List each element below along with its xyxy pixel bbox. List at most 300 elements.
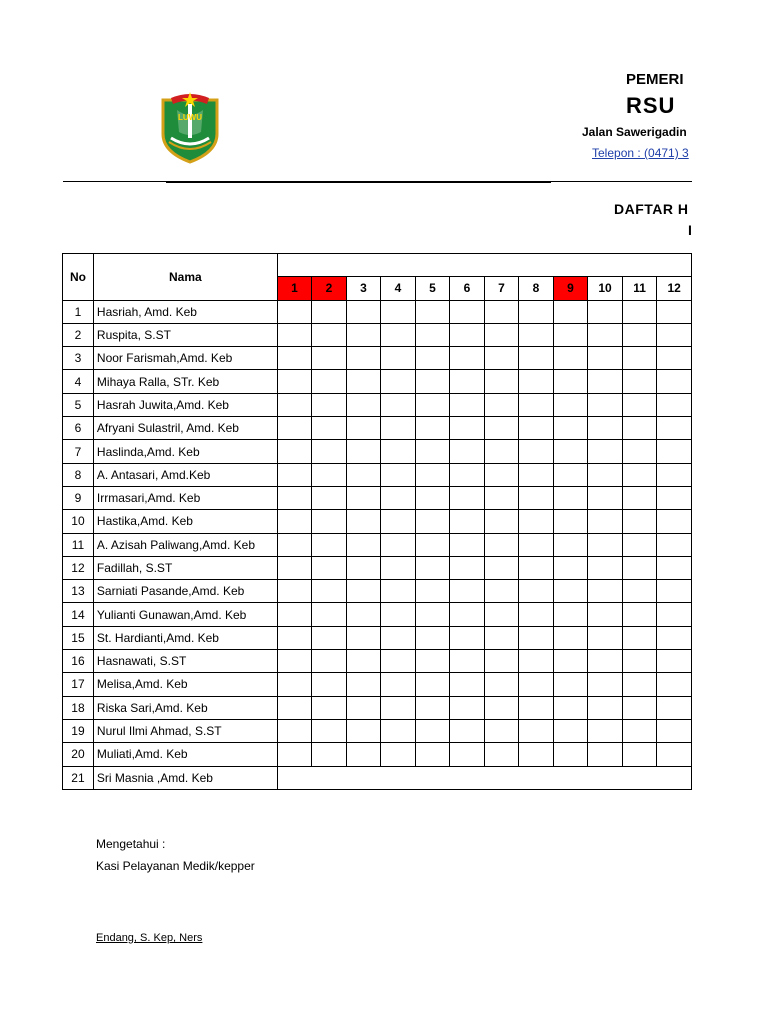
- attendance-cell[interactable]: [312, 440, 347, 463]
- attendance-cell[interactable]: [519, 556, 554, 579]
- attendance-cell[interactable]: [346, 486, 381, 509]
- attendance-cell[interactable]: [588, 440, 623, 463]
- attendance-cell[interactable]: [312, 510, 347, 533]
- table-row: [63, 300, 692, 323]
- attendance-cell[interactable]: [657, 370, 692, 393]
- row-number: 11: [63, 533, 94, 556]
- attendance-cell[interactable]: [519, 743, 554, 766]
- attendance-cell[interactable]: [553, 300, 588, 323]
- attendance-cell[interactable]: [657, 510, 692, 533]
- attendance-cell[interactable]: [588, 486, 623, 509]
- attendance-cell[interactable]: [277, 626, 312, 649]
- attendance-cell[interactable]: [415, 696, 450, 719]
- attendance-cell[interactable]: [553, 603, 588, 626]
- attendance-cell[interactable]: [381, 603, 416, 626]
- attendance-cell[interactable]: [657, 486, 692, 509]
- row-number: 15: [63, 626, 94, 649]
- attendance-cell[interactable]: [553, 673, 588, 696]
- attendance-cell[interactable]: [381, 626, 416, 649]
- attendance-cell[interactable]: [346, 463, 381, 486]
- row-name: Irrmasari,Amd. Keb: [93, 486, 277, 509]
- attendance-cell[interactable]: [450, 463, 485, 486]
- attendance-cell[interactable]: [588, 626, 623, 649]
- attendance-cell[interactable]: [657, 347, 692, 370]
- attendance-cell[interactable]: [657, 626, 692, 649]
- attendance-cell[interactable]: [484, 743, 519, 766]
- row-name: Fadillah, S.ST: [93, 556, 277, 579]
- attendance-cell[interactable]: [484, 370, 519, 393]
- attendance-cell[interactable]: [415, 347, 450, 370]
- attendance-cell[interactable]: [277, 486, 312, 509]
- day-header-8: 8: [519, 277, 554, 300]
- attendance-cell[interactable]: [415, 626, 450, 649]
- attendance-cell[interactable]: [553, 347, 588, 370]
- attendance-cell[interactable]: [657, 300, 692, 323]
- attendance-cell[interactable]: [553, 696, 588, 719]
- attendance-cell[interactable]: [277, 603, 312, 626]
- day-header-12: 12: [657, 277, 692, 300]
- attendance-cell[interactable]: [277, 347, 312, 370]
- attendance-cell[interactable]: [312, 300, 347, 323]
- row-name: Nurul Ilmi Ahmad, S.ST: [93, 719, 277, 742]
- column-header-no: No: [63, 254, 94, 301]
- attendance-cell[interactable]: [484, 510, 519, 533]
- attendance-cell[interactable]: [381, 323, 416, 346]
- attendance-cell[interactable]: [312, 650, 347, 673]
- attendance-cell[interactable]: [415, 486, 450, 509]
- attendance-cell[interactable]: [588, 300, 623, 323]
- attendance-cell[interactable]: [622, 603, 657, 626]
- attendance-cell[interactable]: [450, 696, 485, 719]
- attendance-cell[interactable]: [519, 300, 554, 323]
- attendance-cell[interactable]: [450, 650, 485, 673]
- row-name: Afryani Sulastril, Amd. Keb: [93, 417, 277, 440]
- row-name: Yulianti Gunawan,Amd. Keb: [93, 603, 277, 626]
- document-subtitle: I: [688, 222, 692, 238]
- attendance-cell[interactable]: [622, 650, 657, 673]
- attendance-cell[interactable]: [622, 673, 657, 696]
- attendance-cell[interactable]: [519, 650, 554, 673]
- attendance-cell[interactable]: [519, 719, 554, 742]
- attendance-cell[interactable]: [519, 323, 554, 346]
- attendance-cell[interactable]: [622, 370, 657, 393]
- row-number: 7: [63, 440, 94, 463]
- column-header-name: Nama: [93, 254, 277, 301]
- row-number: 14: [63, 603, 94, 626]
- document-title: DAFTAR H: [614, 201, 689, 217]
- attendance-cell[interactable]: [312, 323, 347, 346]
- attendance-cell[interactable]: [553, 556, 588, 579]
- attendance-cell[interactable]: [346, 510, 381, 533]
- attendance-cell[interactable]: [622, 696, 657, 719]
- attendance-cell[interactable]: [622, 300, 657, 323]
- attendance-cell[interactable]: [588, 696, 623, 719]
- attendance-cell[interactable]: [346, 673, 381, 696]
- attendance-cell[interactable]: [588, 393, 623, 416]
- attendance-cell[interactable]: [450, 440, 485, 463]
- attendance-cell[interactable]: [484, 556, 519, 579]
- attendance-cell[interactable]: [553, 440, 588, 463]
- attendance-cell[interactable]: [415, 510, 450, 533]
- row-number: 17: [63, 673, 94, 696]
- attendance-cell[interactable]: [450, 347, 485, 370]
- attendance-cell[interactable]: [450, 533, 485, 556]
- attendance-cell[interactable]: [484, 463, 519, 486]
- attendance-cell-merged[interactable]: [277, 766, 691, 789]
- attendance-cell[interactable]: [519, 370, 554, 393]
- attendance-cell[interactable]: [450, 556, 485, 579]
- attendance-cell[interactable]: [415, 370, 450, 393]
- row-name: Haslinda,Amd. Keb: [93, 440, 277, 463]
- attendance-cell[interactable]: [588, 580, 623, 603]
- attendance-cell[interactable]: [312, 556, 347, 579]
- attendance-cell[interactable]: [484, 626, 519, 649]
- attendance-cell[interactable]: [450, 300, 485, 323]
- attendance-cell[interactable]: [277, 300, 312, 323]
- attendance-cell[interactable]: [657, 440, 692, 463]
- attendance-cell[interactable]: [553, 743, 588, 766]
- attendance-cell[interactable]: [277, 463, 312, 486]
- day-header-1: 1: [277, 277, 312, 300]
- attendance-cell[interactable]: [622, 417, 657, 440]
- row-number: 21: [63, 766, 94, 789]
- attendance-cell[interactable]: [381, 463, 416, 486]
- attendance-cell[interactable]: [519, 533, 554, 556]
- attendance-cell[interactable]: [484, 533, 519, 556]
- attendance-cell[interactable]: [588, 603, 623, 626]
- attendance-cell[interactable]: [381, 533, 416, 556]
- attendance-cell[interactable]: [588, 650, 623, 673]
- attendance-cell[interactable]: [415, 743, 450, 766]
- attendance-cell[interactable]: [346, 300, 381, 323]
- header-phone-link[interactable]: Telepon : (0471) 3: [592, 146, 689, 160]
- attendance-cell[interactable]: [450, 626, 485, 649]
- attendance-cell[interactable]: [312, 743, 347, 766]
- table-row: [63, 650, 692, 673]
- attendance-cell[interactable]: [450, 486, 485, 509]
- attendance-cell[interactable]: [553, 510, 588, 533]
- header-hospital: RSU: [626, 93, 676, 118]
- attendance-cell[interactable]: [277, 370, 312, 393]
- luwu-emblem-icon: [157, 90, 223, 164]
- attendance-cell[interactable]: [415, 603, 450, 626]
- attendance-cell[interactable]: [277, 440, 312, 463]
- attendance-cell[interactable]: [622, 719, 657, 742]
- table-row: [63, 580, 692, 603]
- attendance-cell[interactable]: [588, 533, 623, 556]
- attendance-cell[interactable]: [519, 463, 554, 486]
- table-row: [63, 463, 692, 486]
- attendance-cell[interactable]: [553, 719, 588, 742]
- row-number: 6: [63, 417, 94, 440]
- attendance-cell[interactable]: [312, 533, 347, 556]
- attendance-cell[interactable]: [553, 393, 588, 416]
- attendance-cell[interactable]: [519, 580, 554, 603]
- attendance-cell[interactable]: [312, 486, 347, 509]
- attendance-cell[interactable]: [519, 347, 554, 370]
- table-row: [63, 533, 692, 556]
- day-header-3: 3: [346, 277, 381, 300]
- attendance-cell[interactable]: [346, 603, 381, 626]
- attendance-cell[interactable]: [415, 556, 450, 579]
- attendance-cell[interactable]: [622, 556, 657, 579]
- attendance-cell[interactable]: [622, 393, 657, 416]
- row-name: Hasnawati, S.ST: [93, 650, 277, 673]
- attendance-cell[interactable]: [381, 650, 416, 673]
- attendance-cell[interactable]: [381, 486, 416, 509]
- attendance-cell[interactable]: [519, 696, 554, 719]
- row-name: Sri Masnia ,Amd. Keb: [93, 766, 277, 789]
- attendance-cell[interactable]: [346, 556, 381, 579]
- attendance-cell[interactable]: [484, 417, 519, 440]
- attendance-cell[interactable]: [484, 673, 519, 696]
- attendance-cell[interactable]: [381, 300, 416, 323]
- attendance-cell[interactable]: [312, 463, 347, 486]
- table-row: [63, 486, 692, 509]
- attendance-cell[interactable]: [381, 696, 416, 719]
- attendance-cell[interactable]: [484, 300, 519, 323]
- attendance-table: [62, 253, 692, 790]
- attendance-cell[interactable]: [346, 347, 381, 370]
- attendance-cell[interactable]: [450, 719, 485, 742]
- attendance-cell[interactable]: [588, 719, 623, 742]
- attendance-cell[interactable]: [657, 603, 692, 626]
- row-number: 16: [63, 650, 94, 673]
- attendance-cell[interactable]: [519, 626, 554, 649]
- attendance-cell[interactable]: [277, 393, 312, 416]
- attendance-cell[interactable]: [277, 719, 312, 742]
- day-header-11: 11: [622, 277, 657, 300]
- attendance-cell[interactable]: [622, 626, 657, 649]
- attendance-cell[interactable]: [346, 696, 381, 719]
- attendance-cell[interactable]: [484, 580, 519, 603]
- attendance-cell[interactable]: [277, 510, 312, 533]
- table-row: [63, 556, 692, 579]
- row-name: Hastika,Amd. Keb: [93, 510, 277, 533]
- attendance-cell[interactable]: [553, 417, 588, 440]
- attendance-cell[interactable]: [277, 673, 312, 696]
- attendance-cell[interactable]: [450, 510, 485, 533]
- table-header-row: [63, 254, 692, 277]
- attendance-cell[interactable]: [657, 393, 692, 416]
- attendance-cell[interactable]: [622, 510, 657, 533]
- attendance-cell[interactable]: [519, 486, 554, 509]
- attendance-cell[interactable]: [381, 719, 416, 742]
- table-row: [63, 673, 692, 696]
- attendance-cell[interactable]: [622, 463, 657, 486]
- attendance-cell[interactable]: [588, 743, 623, 766]
- attendance-cell[interactable]: [312, 370, 347, 393]
- attendance-cell[interactable]: [657, 696, 692, 719]
- attendance-cell[interactable]: [657, 323, 692, 346]
- attendance-cell[interactable]: [657, 673, 692, 696]
- attendance-cell[interactable]: [657, 556, 692, 579]
- attendance-cell[interactable]: [622, 486, 657, 509]
- footer-acknowledged: Mengetahui :: [96, 837, 166, 851]
- attendance-cell[interactable]: [346, 370, 381, 393]
- attendance-cell[interactable]: [450, 323, 485, 346]
- attendance-cell[interactable]: [381, 673, 416, 696]
- attendance-cell[interactable]: [588, 510, 623, 533]
- attendance-cell[interactable]: [312, 603, 347, 626]
- attendance-cell[interactable]: [277, 580, 312, 603]
- table-row: [63, 417, 692, 440]
- attendance-cell[interactable]: [277, 743, 312, 766]
- table-row: [63, 743, 692, 766]
- attendance-cell[interactable]: [346, 393, 381, 416]
- attendance-cell[interactable]: [381, 347, 416, 370]
- attendance-cell[interactable]: [312, 719, 347, 742]
- attendance-cell[interactable]: [588, 347, 623, 370]
- attendance-cell[interactable]: [312, 696, 347, 719]
- attendance-cell[interactable]: [588, 556, 623, 579]
- attendance-cell[interactable]: [381, 393, 416, 416]
- attendance-cell[interactable]: [484, 650, 519, 673]
- attendance-cell[interactable]: [415, 463, 450, 486]
- attendance-cell[interactable]: [484, 696, 519, 719]
- attendance-cell[interactable]: [484, 440, 519, 463]
- row-number: 20: [63, 743, 94, 766]
- attendance-cell[interactable]: [622, 743, 657, 766]
- attendance-cell[interactable]: [346, 626, 381, 649]
- attendance-cell[interactable]: [588, 417, 623, 440]
- attendance-cell[interactable]: [484, 393, 519, 416]
- attendance-cell[interactable]: [657, 463, 692, 486]
- row-name: Sarniati Pasande,Amd. Keb: [93, 580, 277, 603]
- attendance-cell[interactable]: [346, 440, 381, 463]
- attendance-cell[interactable]: [519, 673, 554, 696]
- attendance-cell[interactable]: [657, 743, 692, 766]
- attendance-cell[interactable]: [277, 533, 312, 556]
- table-row: [63, 719, 692, 742]
- attendance-cell[interactable]: [346, 580, 381, 603]
- attendance-cell[interactable]: [553, 533, 588, 556]
- attendance-cell[interactable]: [381, 370, 416, 393]
- row-number: 9: [63, 486, 94, 509]
- attendance-cell[interactable]: [484, 323, 519, 346]
- attendance-cell[interactable]: [381, 417, 416, 440]
- attendance-cell[interactable]: [622, 347, 657, 370]
- attendance-cell[interactable]: [484, 719, 519, 742]
- row-name: Ruspita, S.ST: [93, 323, 277, 346]
- attendance-cell[interactable]: [553, 626, 588, 649]
- attendance-cell[interactable]: [657, 650, 692, 673]
- attendance-cell[interactable]: [588, 673, 623, 696]
- attendance-cell[interactable]: [484, 486, 519, 509]
- attendance-cell[interactable]: [381, 556, 416, 579]
- attendance-cell[interactable]: [346, 533, 381, 556]
- attendance-cell[interactable]: [415, 323, 450, 346]
- attendance-cell[interactable]: [519, 393, 554, 416]
- row-number: 5: [63, 393, 94, 416]
- attendance-cell[interactable]: [415, 650, 450, 673]
- attendance-cell[interactable]: [381, 580, 416, 603]
- attendance-cell[interactable]: [346, 417, 381, 440]
- attendance-cell[interactable]: [484, 603, 519, 626]
- attendance-cell[interactable]: [450, 393, 485, 416]
- attendance-cell[interactable]: [415, 719, 450, 742]
- attendance-cell[interactable]: [519, 510, 554, 533]
- attendance-cell[interactable]: [450, 673, 485, 696]
- attendance-cell[interactable]: [312, 417, 347, 440]
- attendance-cell[interactable]: [450, 417, 485, 440]
- table-row: [63, 766, 692, 789]
- attendance-cell[interactable]: [415, 417, 450, 440]
- attendance-cell[interactable]: [553, 463, 588, 486]
- attendance-cell[interactable]: [450, 603, 485, 626]
- footer-signer: Endang, S. Kep, Ners: [96, 932, 203, 944]
- attendance-cell[interactable]: [519, 603, 554, 626]
- header-divider-thick: [166, 181, 551, 183]
- attendance-cell[interactable]: [450, 743, 485, 766]
- attendance-cell[interactable]: [277, 323, 312, 346]
- attendance-cell[interactable]: [519, 440, 554, 463]
- attendance-cell[interactable]: [553, 486, 588, 509]
- attendance-cell[interactable]: [553, 370, 588, 393]
- attendance-cell[interactable]: [622, 323, 657, 346]
- attendance-cell[interactable]: [588, 463, 623, 486]
- row-name: Hasrah Juwita,Amd. Keb: [93, 393, 277, 416]
- row-number: 19: [63, 719, 94, 742]
- attendance-cell[interactable]: [312, 626, 347, 649]
- attendance-cell[interactable]: [312, 347, 347, 370]
- attendance-cell[interactable]: [415, 393, 450, 416]
- row-number: 1: [63, 300, 94, 323]
- attendance-cell[interactable]: [450, 370, 485, 393]
- attendance-cell[interactable]: [346, 719, 381, 742]
- footer-position: Kasi Pelayanan Medik/kepper: [96, 859, 255, 873]
- attendance-cell[interactable]: [312, 393, 347, 416]
- attendance-cell[interactable]: [553, 580, 588, 603]
- attendance-cell[interactable]: [657, 719, 692, 742]
- table-row: [63, 626, 692, 649]
- attendance-cell[interactable]: [415, 440, 450, 463]
- attendance-cell[interactable]: [415, 673, 450, 696]
- attendance-cell[interactable]: [588, 370, 623, 393]
- attendance-cell[interactable]: [588, 323, 623, 346]
- attendance-cell[interactable]: [277, 650, 312, 673]
- attendance-cell[interactable]: [553, 650, 588, 673]
- attendance-cell[interactable]: [657, 533, 692, 556]
- attendance-cell[interactable]: [622, 580, 657, 603]
- attendance-cell[interactable]: [381, 743, 416, 766]
- attendance-cell[interactable]: [277, 696, 312, 719]
- attendance-cell[interactable]: [657, 580, 692, 603]
- attendance-cell[interactable]: [415, 580, 450, 603]
- attendance-cell[interactable]: [484, 347, 519, 370]
- attendance-cell[interactable]: [450, 580, 485, 603]
- attendance-cell[interactable]: [622, 440, 657, 463]
- day-header-2: 2: [312, 277, 347, 300]
- table-row: [63, 393, 692, 416]
- attendance-cell[interactable]: [277, 417, 312, 440]
- attendance-cell[interactable]: [415, 300, 450, 323]
- attendance-cell[interactable]: [622, 533, 657, 556]
- attendance-cell[interactable]: [312, 580, 347, 603]
- attendance-cell[interactable]: [346, 323, 381, 346]
- attendance-cell[interactable]: [312, 673, 347, 696]
- attendance-cell[interactable]: [657, 417, 692, 440]
- attendance-cell[interactable]: [381, 440, 416, 463]
- attendance-cell[interactable]: [277, 556, 312, 579]
- attendance-cell[interactable]: [415, 533, 450, 556]
- attendance-cell[interactable]: [346, 650, 381, 673]
- attendance-cell[interactable]: [346, 743, 381, 766]
- attendance-cell[interactable]: [519, 417, 554, 440]
- row-name: A. Antasari, Amd.Keb: [93, 463, 277, 486]
- attendance-cell[interactable]: [553, 323, 588, 346]
- attendance-cell[interactable]: [381, 510, 416, 533]
